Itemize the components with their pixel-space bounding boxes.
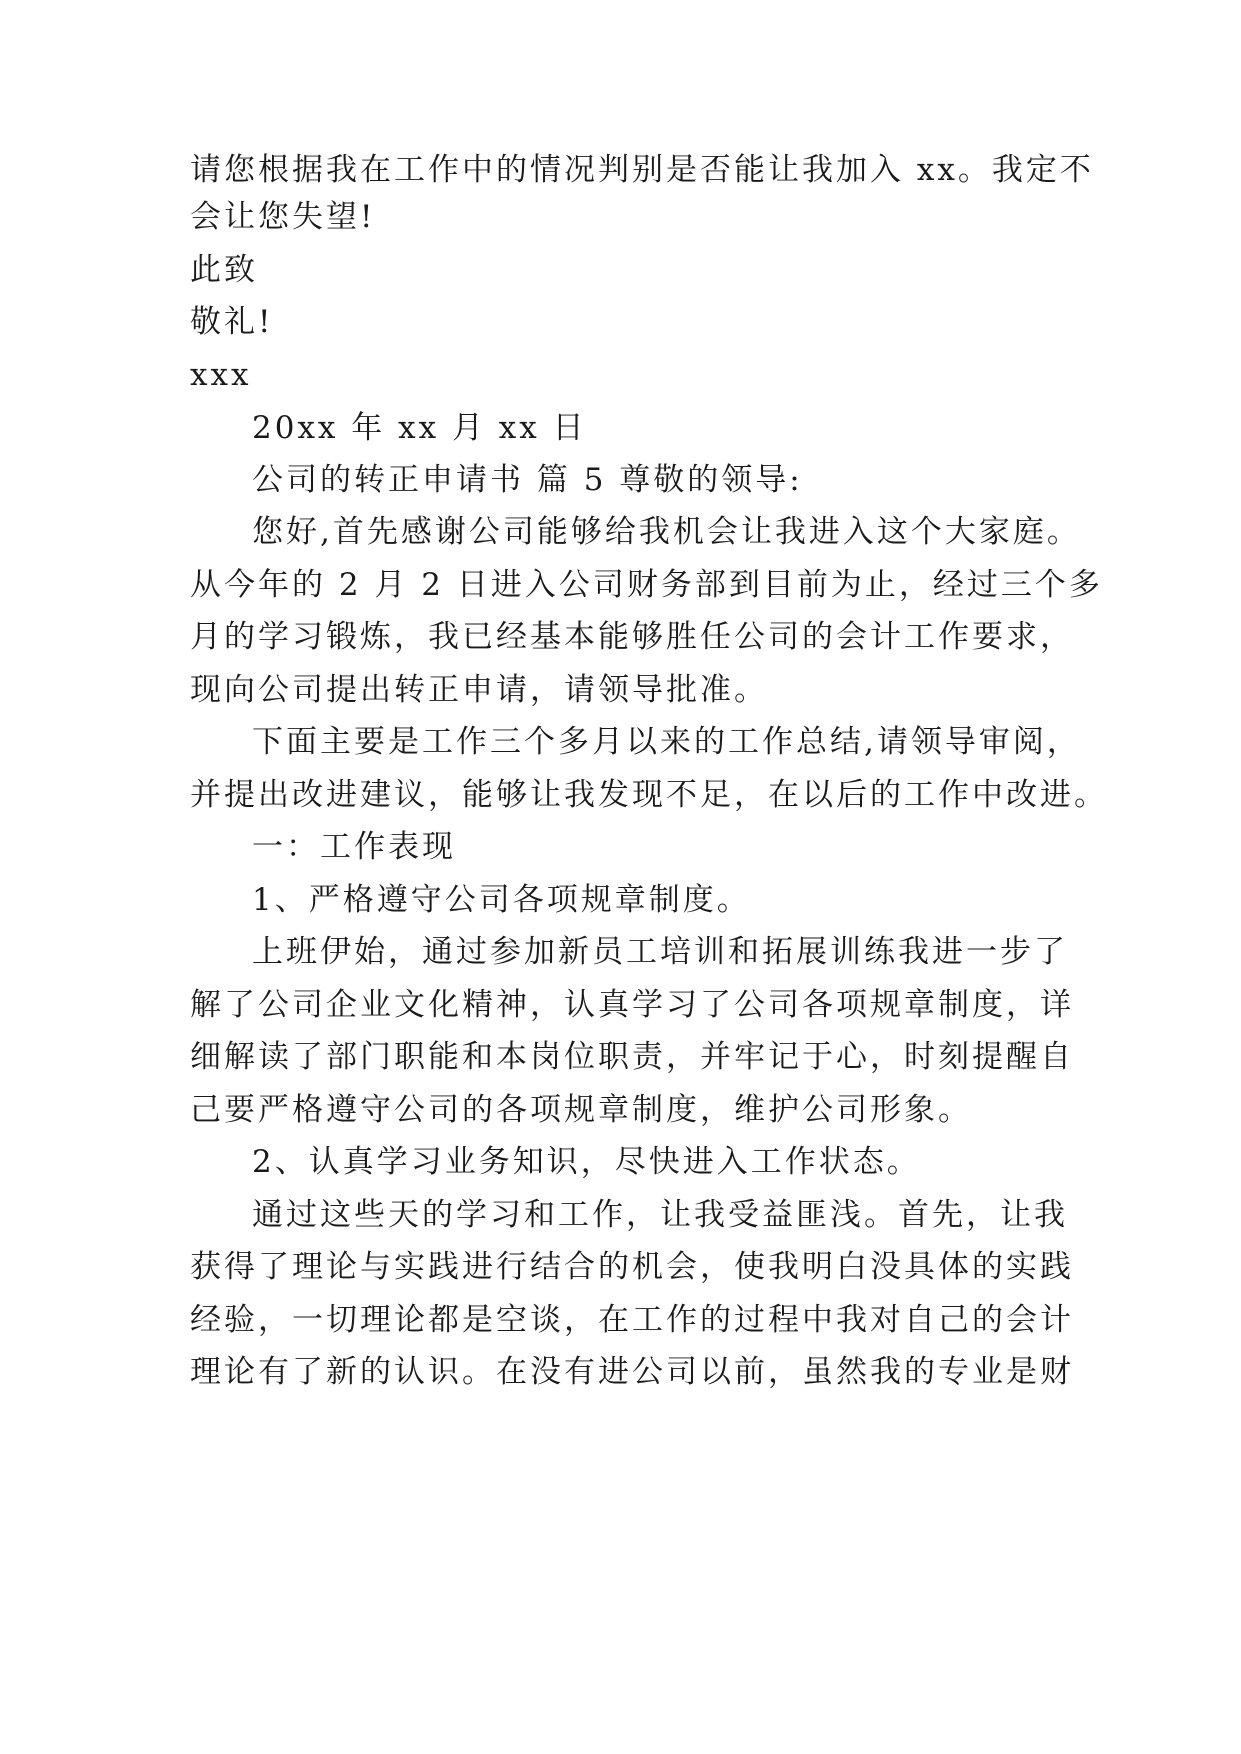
text-line: 通过这些天的学习和工作，让我受益匪浅。首先，让我 [252, 1197, 1068, 1233]
salutation-line: 此致 [190, 252, 258, 288]
text-line: 下面主要是工作三个多月以来的工作总结,请领导审阅， [252, 724, 1081, 760]
text-line: 理论有了新的认识。在没有进公司以前，虽然我的专业是财 [190, 1354, 1074, 1390]
text-line: 上班伊始，通过参加新员工培训和拓展训练我进一步了 [252, 934, 1068, 970]
list-item-heading: 2、认真学习业务知识，尽快进入工作状态。 [252, 1144, 921, 1180]
text-line: 从今年的 2 月 2 日进入公司财务部到目前为止，经过三个多 [190, 567, 1103, 603]
text-line: 细解读了部门职能和本岗位职责，并牢记于心，时刻提醒自 [190, 1039, 1074, 1075]
text-line: 会让您失望! [190, 199, 376, 235]
text-line: 您好,首先感谢公司能够给我机会让我进入这个大家庭。 [252, 514, 1081, 550]
section-heading: 公司的转正申请书 篇 5 尊敬的领导: [252, 462, 803, 498]
text-line: 经验，一切理论都是空谈，在工作的过程中我对自己的会计 [190, 1302, 1074, 1338]
text-line: 获得了理论与实践进行结合的机会，使我明白没具体的实践 [190, 1249, 1074, 1285]
date-line: 20xx 年 xx 月 xx 日 [252, 410, 587, 446]
text-line: 请您根据我在工作中的情况判别是否能让我加入 xx。我定不 [190, 152, 1094, 188]
signature-line: xxx [190, 357, 252, 393]
text-line: 月的学习锻炼，我已经基本能够胜任公司的会计工作要求， [190, 619, 1074, 655]
list-item-heading: 1、严格遵守公司各项规章制度。 [252, 882, 751, 918]
text-line: 并提出改进建议，能够让我发现不足，在以后的工作中改进。 [190, 777, 1108, 813]
text-line: 己要严格遵守公司的各项规章制度，维护公司形象。 [190, 1092, 972, 1128]
text-line: 现向公司提出转正申请，请领导批准。 [190, 672, 768, 708]
text-line: 解了公司企业文化精神，认真学习了公司各项规章制度，详 [190, 987, 1074, 1023]
salutation-line: 敬礼! [190, 304, 274, 340]
section-heading: 一：工作表现 [252, 829, 456, 865]
